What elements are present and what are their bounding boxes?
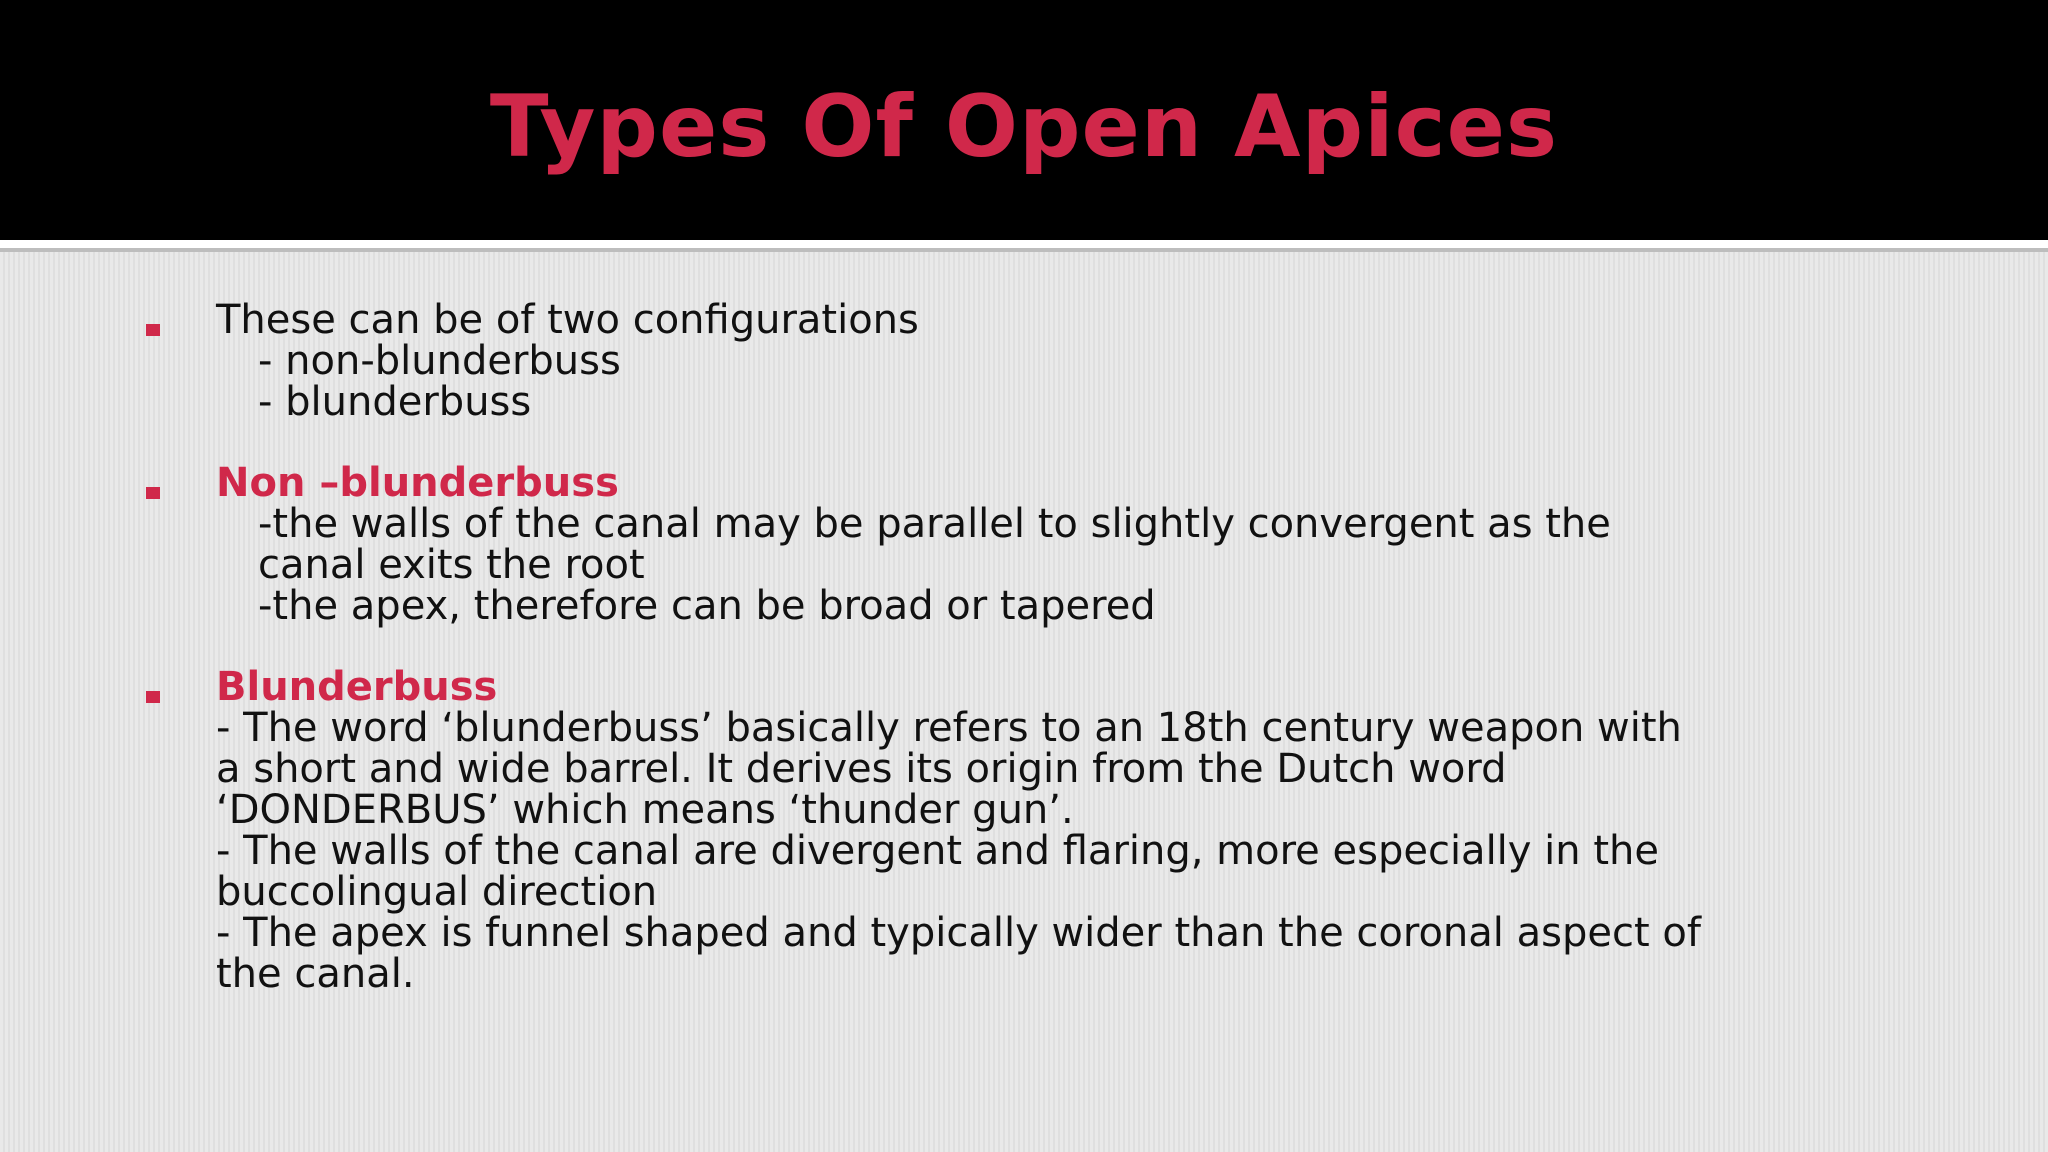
bullet-subline: - non-blunderbuss [258,338,621,384]
bullet-subline: - The apex is funnel shaped and typically wider than the coronal aspect of [216,910,1701,956]
slide-title: Types Of Open Apices [489,77,1559,177]
bullet-non-blunderbuss [140,460,1940,629]
bullet-configurations [140,297,1940,425]
bullet-heading: Non –blunderbuss [216,460,619,506]
bullet-subline: - The walls of the canal are divergent and flaring, more especially in the [216,828,1660,874]
slide-body [140,297,1940,1035]
square-bullet-icon [146,324,160,336]
title-divider [0,240,2048,248]
bullet-subline: - The word ‘blunderbuss’ basically refers to an 18th century weapon with [216,705,1682,751]
bullet-subline: - blunderbuss [258,379,532,425]
bullet-subline: -the walls of the canal may be parallel to slightly convergent as the [258,501,1611,547]
square-bullet-icon [146,487,160,499]
bullet-subline: canal exits the root [258,542,645,588]
bullet-heading: Blunderbuss [216,664,498,710]
bullet-subline: -the apex, therefore can be broad or tapered [258,583,1156,629]
bullet-blunderbuss [140,664,1940,997]
bullet-subline: the canal. [216,951,415,997]
bullet-subline: a short and wide barrel. It derives its origin from the Dutch word [216,746,1507,792]
bullet-text: These can be of two configurations [216,297,919,343]
title-divider-shadow [0,248,2048,252]
bullet-subline: ‘DONDERBUS’ which means ‘thunder gun’. [216,787,1074,833]
bullet-subline: buccolingual direction [216,869,658,915]
square-bullet-icon [146,691,160,703]
